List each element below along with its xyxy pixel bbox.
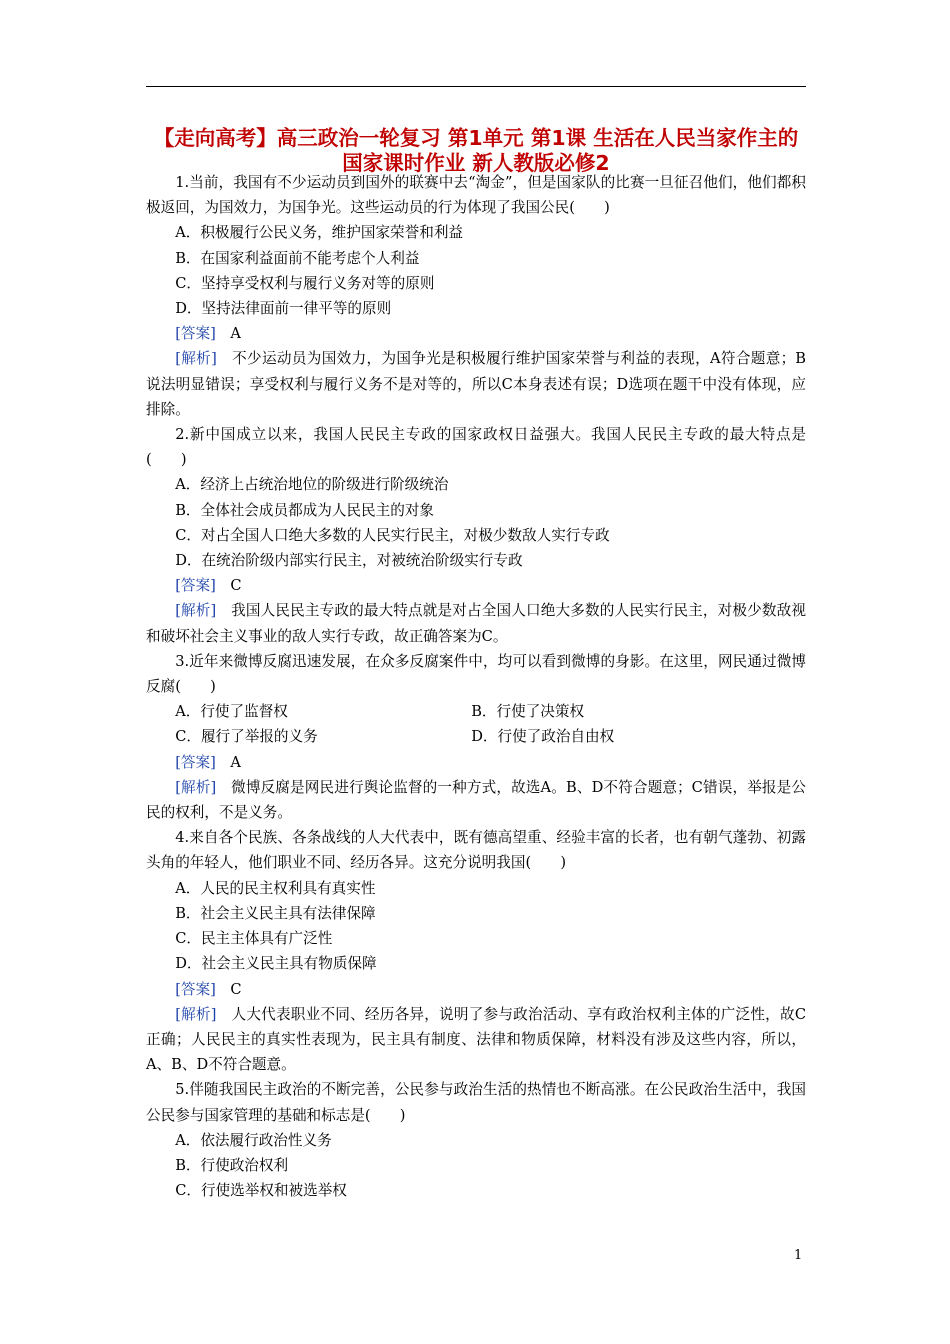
question-1-option-d: D．坚持法律面前一律平等的原则 (175, 300, 392, 318)
question-1-analysis (146, 346, 806, 422)
question-5 (146, 1077, 806, 1203)
analysis-text: 我国人民民主专政的最大特点就是对占全国人口绝大多数的人民实行民主，对极少数敌视和破坏社会主义事业的敌人实行专政，故正确答案为C。 (146, 602, 806, 645)
answer-value: C (230, 980, 242, 998)
question-4-option-b: B．社会主义民主具有法律保障 (175, 904, 376, 922)
question-1 (146, 170, 806, 422)
answer-value: A (230, 325, 241, 343)
question-2-option-c: C．对占全国人口绝大多数的人民实行民主，对极少数敌人实行专政 (175, 526, 610, 544)
analysis-tag: [解析] (175, 350, 217, 368)
question-3-option-d: D．行使了政治自由权 (471, 728, 615, 746)
question-5-option-b: B．行使政治权利 (175, 1156, 289, 1174)
question-2-answer (146, 573, 806, 598)
question-1-option-b: B．在国家利益面前不能考虑个人利益 (175, 249, 420, 267)
document-body (146, 170, 806, 1203)
question-1-stem: 1.当前，我国有不少运动员到国外的联赛中去“淘金”，但是国家队的比赛一旦征召他们，他们都积极返回，为国效力，为国争光。这些运动员的行为体现了我国公民( ) (146, 174, 806, 217)
question-2-option-a: A．经济上占统治地位的阶级进行阶级统治 (175, 476, 449, 494)
question-2-option-d: D．在统治阶级内部实行民主，对被统治阶级实行专政 (175, 552, 523, 570)
header-rule (146, 86, 806, 87)
page-number: 1 (794, 1248, 803, 1263)
question-5-option-a: A．依法履行政治性义务 (175, 1131, 332, 1149)
question-4 (146, 825, 806, 1077)
question-3-analysis (146, 775, 806, 825)
question-4-stem: 4.来自各个民族、各条战线的人大代表中，既有德高望重、经验丰富的长者，也有朝气蓬勃、初露头角的年轻人，他们职业不同、经历各异。这充分说明我国( ) (146, 829, 806, 872)
question-4-answer (146, 977, 806, 1002)
question-2-stem: 2.新中国成立以来，我国人民民主专政的国家政权日益强大。我国人民民主专政的最大特点是( ) (146, 426, 806, 469)
question-4-option-c: C．民主主体具有广泛性 (175, 930, 333, 948)
answer-tag: [答案] (175, 577, 216, 595)
analysis-text: 微博反腐是网民进行舆论监督的一种方式，故选A。B、D不符合题意；C错误，举报是公民的权利，不是义务。 (146, 778, 807, 822)
question-4-analysis (146, 1002, 806, 1078)
analysis-text: 不少运动员为国效力，为国争光是积极履行维护国家荣誉与利益的表现，A符合题意；B说法明显错误；享受权利与履行义务不是对等的，所以C本身表述有误；D选项在题干中没有体现，应排除。 (146, 350, 806, 418)
question-4-option-d: D．社会主义民主具有物质保障 (175, 955, 377, 973)
answer-value: C (230, 577, 242, 595)
document-title: 【走向高考】高三政治一轮复习 第1单元 第1课 生活在人民当家作主的国家课时作业 新人教版必修2 (153, 126, 799, 175)
analysis-tag: [解析] (175, 602, 217, 620)
question-4-option-a: A．人民的民主权利具有真实性 (175, 879, 376, 897)
analysis-tag: [解析] (175, 778, 217, 796)
question-2-option-b: B．全体社会成员都成为人民民主的对象 (175, 501, 435, 519)
question-5-stem: 5.伴随我国民主政治的不断完善，公民参与政治生活的热情也不断高涨。在公民政治生活中，我国公民参与国家管理的基础和标志是( ) (146, 1081, 806, 1124)
question-3-option-b: B．行使了决策权 (471, 703, 585, 721)
question-2 (146, 422, 806, 649)
question-3-options-row-1 (146, 699, 806, 724)
analysis-tag: [解析] (175, 1005, 217, 1023)
question-3-answer (146, 750, 806, 775)
answer-value: A (230, 753, 241, 771)
question-1-answer (146, 321, 806, 346)
question-1-option-c: C．坚持享受权利与履行义务对等的原则 (175, 274, 435, 292)
answer-tag: [答案] (175, 325, 216, 343)
question-3 (146, 649, 806, 825)
question-3-options-row-2 (146, 724, 806, 749)
question-5-option-c: C．行使选举权和被选举权 (175, 1182, 347, 1200)
answer-tag: [答案] (175, 753, 216, 771)
question-3-stem: 3.近年来微博反腐迅速发展，在众多反腐案件中，均可以看到微博的身影。在这里，网民通过微博反腐( ) (146, 652, 806, 696)
question-1-option-a: A．积极履行公民义务，维护国家荣誉和利益 (175, 224, 464, 242)
question-3-option-c: C．履行了举报的义务 (175, 728, 318, 746)
answer-tag: [答案] (175, 980, 216, 998)
question-2-analysis (146, 598, 806, 648)
analysis-text: 人大代表职业不同、经历各异，说明了参与政治活动、享有政治权利主体的广泛性，故C正确；人民民主的真实性表现为，民主具有制度、法律和物质保障，材料没有涉及这些内容，所以，A、B、D不符合题意。 (146, 1005, 806, 1074)
question-3-option-a: A．行使了监督权 (175, 703, 288, 721)
